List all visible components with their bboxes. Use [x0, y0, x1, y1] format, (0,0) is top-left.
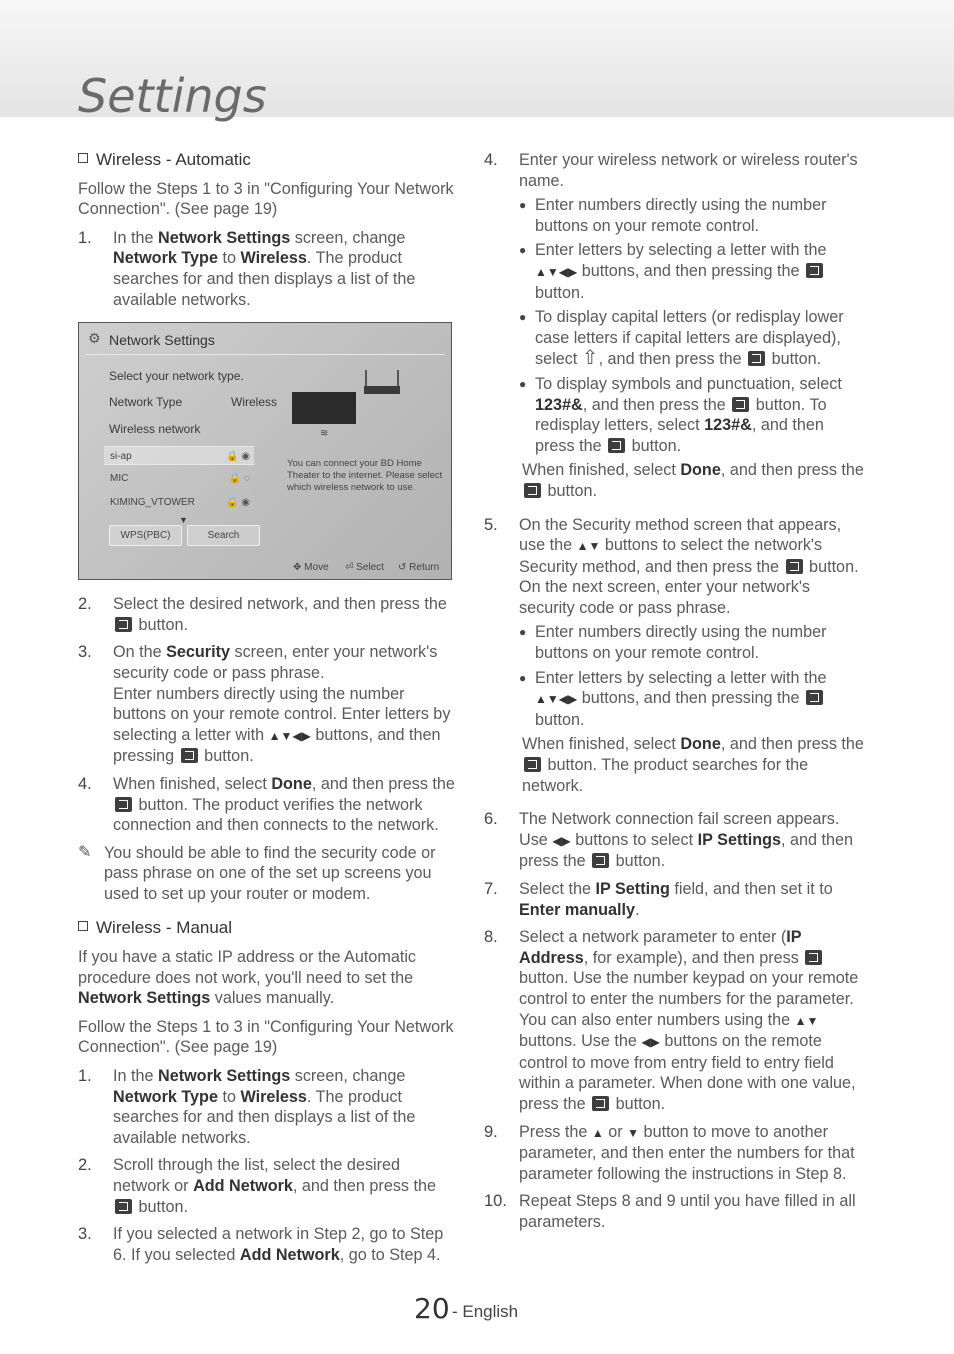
step-item: 1. In the Network Settings screen, change Network Type to Wireless. The product searches for and then displays a list of the available networks.	[78, 1067, 416, 1147]
network-settings-screenshot: ⚙ Network Settings Select your network type. Network Type Wireless Wireless network si-ap 🔒 ◉ MIC 🔒 ◌ KIMING_VTOWER 🔒 ◉ ▼ ≋ You can connect your BD Home Theater to the internet. Please select which wireless network to use. WPS(PBC) Search ✥ Move ⏎ Select ↺ Return	[78, 322, 452, 580]
enter-icon	[592, 1096, 609, 1111]
screenshot-title: Network Settings	[109, 332, 215, 349]
enter-icon	[524, 483, 541, 498]
step-item: 4. When finished, select Done, and then press the button. The product verifies the network connection and then connects to the network.	[78, 774, 455, 835]
left-column: Wireless - Automatic Follow the Steps 1 to 3 in "Configuring Your Network Connection". (See page 19) 1. In the Network Settings screen, change Network Type to Wireless. The product searches for and then displays a list of the available networks. ⚙ Network Settings Select your network type. Network Type Wireless Wireless network si-ap 🔒 ◉ MIC 🔒 ◌ KIMING_VTOWER 🔒 ◉ ▼ ≋ You can connect your BD Home Theater to the internet. Please select which wireless network to use. WPS(PBC) Search ✥ Move ⏎ Select ↺ Return 2. Select the desired network, and then press the button. 3. On the Security screen, enter your network's security code or pass phrase. Enter numbers directly using the number buttons on your remote control. Enter letters by selecting a letter with ▲▼◀▶ buttons, and then pressing button. 4. When finished, select Done, and then press the button. The product verifies the network connection and then connects to the network. ✎ You should be able to find the security code or pass phrase on one of the set up screens you used to set up your router or modem. Wireless - Manual If you have a static IP address or the Automatic procedure does not work, you'll need to set the Network Settings values manually. Follow the Steps 1 to 3 in "Configuring Your Network Connection". (See page 19) 1. In the Network Settings screen, change Network Type to Wireless. The product searches for and then displays a list of the available networks. 2. Scroll through the list, select the desired network or Add Network, and then press the button. 3. If you selected a network in Step 2, go to Step 6. If you selected Add Network, go to Step 4.	[78, 150, 455, 1264]
arrow-keys-icon: ▲▼	[576, 539, 601, 554]
step-item: 7. Select the IP Setting field, and then set it to Enter manually.	[484, 880, 833, 919]
section-heading-manual: Wireless - Manual	[78, 918, 456, 939]
enter-icon	[806, 690, 823, 705]
bullet-icon: ●	[519, 198, 527, 213]
down-arrow-icon: ▼	[627, 1125, 640, 1140]
step-item: 3. On the Security screen, enter your network's security code or pass phrase. Enter numbers directly using the number buttons on your remote control. Enter letters by selecting a letter with ▲▼◀▶ buttons, and then pressing button.	[78, 643, 451, 766]
bullet-item: ● Enter numbers directly using the number buttons on your remote control.	[519, 196, 827, 235]
checkbox-icon	[78, 921, 88, 931]
wps-button[interactable]: WPS(PBC)	[109, 525, 182, 546]
enter-icon	[786, 559, 803, 574]
enter-icon	[805, 950, 822, 965]
enter-icon	[806, 263, 823, 278]
bullet-icon: ●	[519, 625, 527, 640]
arrow-keys-icon: ◀▶	[641, 1035, 660, 1050]
enter-icon	[181, 748, 198, 763]
gear-icon: ⚙	[88, 330, 101, 347]
select-icon: ⏎	[345, 562, 354, 574]
up-arrow-icon: ▲	[591, 1125, 604, 1140]
network-list-item[interactable]: si-ap 🔒 ◉	[104, 446, 254, 465]
step-item: 2. Select the desired network, and then press the button.	[78, 595, 447, 634]
enter-icon	[115, 797, 132, 812]
arrow-keys-icon: ▲▼◀▶	[535, 264, 578, 279]
arrow-keys-icon: ▲▼◀▶	[535, 692, 578, 707]
router-icon	[364, 386, 400, 394]
bullet-icon: ●	[519, 376, 527, 391]
wifi-icon: ≋	[320, 428, 329, 440]
step-item: 9. Press the ▲ or ▼ button to move to another parameter, and then enter the numbers for that parameter following the instructions in Step 8.	[484, 1122, 855, 1183]
bullet-item: ● To display capital letters (or redisplay lower case letters if capital letters are displayed), select ⇧, and then press the button.	[519, 308, 844, 370]
enter-icon	[608, 438, 625, 453]
step-item: 6. The Network connection fail screen appears. Use ◀▶ buttons to select IP Settings, and then press the button.	[484, 810, 854, 871]
page-title: Settings	[78, 69, 267, 123]
enter-icon	[115, 617, 132, 632]
search-button[interactable]: Search	[187, 525, 260, 546]
arrow-keys-icon: ◀▶	[552, 833, 571, 848]
step-item: 2. Scroll through the list, select the desired network or Add Network, and then press the button.	[78, 1156, 437, 1216]
bullet-item: ● To display symbols and punctuation, select 123#&, and then press the button. To redisplay letters, select 123#&, and then press the button.	[519, 374, 842, 455]
pencil-icon: ✎	[78, 843, 92, 861]
bullet-item: ● Enter letters by selecting a letter with the ▲▼◀▶ buttons, and then pressing the button.	[519, 241, 827, 302]
step-item: 4. Enter your wireless network or wireless router's name. ● Enter numbers directly using the number buttons on your remote control. ● Enter letters by selecting a letter with the ▲▼◀▶ buttons, and then pressing the button. ● To display capital letters (or redisplay lower case letters if capital letters are displayed), select ⇧, and then press the button. ● To display symbols and punctuation, select 123#&, and then press the button. To redisplay letters, select 123#&, and then press the button. When finished, select Done, and then press the button.	[484, 151, 864, 500]
chevron-down-icon: ▼	[179, 515, 188, 526]
network-list-item[interactable]: MIC 🔒 ◌	[104, 469, 254, 488]
bullet-icon: ●	[519, 310, 527, 325]
arrow-keys-icon: ▲▼	[794, 1013, 819, 1028]
return-icon: ↺	[398, 562, 407, 574]
checkbox-icon	[78, 153, 88, 163]
enter-icon	[524, 757, 541, 772]
wifi-lock-icon: 🔒 ◉	[226, 497, 250, 509]
step-item: 10. Repeat Steps 8 and 9 until you have filled in all parameters.	[484, 1192, 856, 1231]
bullet-item: ● Enter letters by selecting a letter with the ▲▼◀▶ buttons, and then pressing the button.	[519, 668, 827, 729]
network-list-item[interactable]: KIMING_VTOWER 🔒 ◉	[104, 493, 254, 512]
wifi-lock-icon: 🔒 ◌	[228, 473, 250, 485]
right-column	[484, 150, 864, 1240]
home-theater-icon	[292, 392, 356, 424]
page-language: - English	[452, 1302, 519, 1321]
enter-icon	[115, 1199, 132, 1214]
step-item: 3. If you selected a network in Step 2, go to Step 6. If you selected Add Network, go to Step 4.	[78, 1225, 444, 1264]
enter-icon	[748, 351, 765, 366]
enter-icon	[732, 397, 749, 412]
page-number: 20	[414, 1292, 450, 1325]
arrow-keys-icon: ▲▼◀▶	[268, 728, 311, 743]
move-icon: ✥	[293, 562, 302, 574]
enter-icon	[592, 853, 609, 868]
step-item: 5. On the Security method screen that appears, use the ▲▼ buttons to select the network's Security method, and then press the button. On the next screen, enter your network's security code or pass phrase. ● Enter numbers directly using the number buttons on your remote control. ● Enter letters by selecting a letter with the ▲▼◀▶ buttons, and then pressing the button. When finished, select Done, and then press the button. The product searches for the network.	[484, 515, 864, 795]
section-heading-automatic: Wireless - Automatic	[78, 150, 456, 171]
bullet-icon: ●	[519, 670, 527, 685]
intro-text: Follow the Steps 1 to 3 in "Configuring Your Network Connection". (See page 19)	[78, 179, 454, 219]
wifi-lock-icon: 🔒 ◉	[226, 451, 250, 463]
step-item: 1. In the Network Settings screen, change Network Type to Wireless. The product searches for and then displays a list of the available networks.	[78, 228, 416, 309]
bullet-item: ● Enter numbers directly using the number buttons on your remote control.	[519, 623, 827, 663]
step-item: 8. Select a network parameter to enter (IP Address, for example), and then press button. Use the number keypad on your remote control to enter the numbers for the parameter. You can also enter numbers using the ▲▼ buttons. Use the ◀▶ buttons on the remote control to move from entry field to entry field within a parameter. When done with one value, press the button.	[484, 928, 859, 1113]
note: ✎ You should be able to find the security code or pass phrase on one of the set up screens you used to set up your router or modem.	[78, 843, 436, 903]
shift-icon: ⇧	[581, 347, 599, 370]
bullet-icon: ●	[519, 243, 527, 258]
